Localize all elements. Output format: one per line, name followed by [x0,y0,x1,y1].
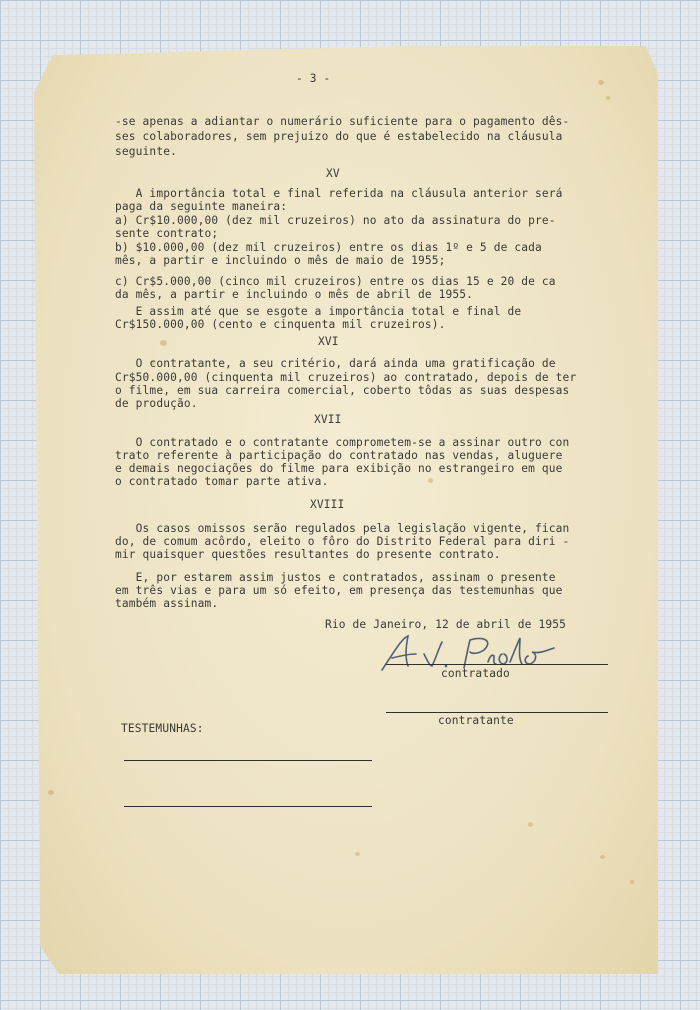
stain [630,880,634,884]
clause-heading-xviii: XVIII [310,498,345,511]
clause-heading-xv: XV [326,167,340,180]
text-line: mir quaisquer questões resultantes do presente contrato. [115,548,501,561]
text-line: O contratado e o contratante comprometem-se a assinar outro con [115,436,570,449]
signature-line-contratado [386,664,608,665]
document-page [34,46,658,974]
witnesses-label: TESTEMUNHAS: [121,722,204,735]
clause-heading-xvi: XVI [318,335,339,348]
text-line: E assim até que se esgote a importância total e final de [115,305,522,318]
text-line: paga da seguinte maneira: [115,200,288,213]
text-line: Cr$50.000,00 (cinquenta mil cruzeiros) ao contratado, depois de ter [115,371,577,384]
witness-line-1 [124,760,372,761]
text-line: b) $10.000,00 (dez mil cruzeiros) entre os dias 1º e 5 de cada [115,241,542,254]
text-line: e demais negociações do filme para exibição no estrangeiro em que [115,462,563,475]
text-line: em três vias e para um só efeito, em presença das testemunhas que [115,584,563,597]
text-line: mês, a partir e incluindo o mês de maio de 1955; [115,254,446,267]
stain [48,790,54,795]
text-line: c) Cr$5.000,00 (cinco mil cruzeiros) entre os dias 15 e 20 de ca [115,275,556,288]
text-line: Os casos omissos serão regulados pela legislação vigente, fican [115,522,570,535]
page-number: - 3 - [296,72,331,85]
stain [160,340,167,346]
text-line: O contratante, a seu critério, dará ainda uma gratificação de [115,357,556,370]
text-line: -se apenas a adiantar o numerário suficiente para o pagamento dês- [115,115,570,128]
text-line: A importância total e final referida na cláusula anterior será [115,187,563,200]
stain [606,96,610,100]
witness-line-2 [124,806,372,807]
signature-line-contratante [386,712,608,713]
text-line: também assinam. [115,597,219,610]
place-date: Rio de Janeiro, 12 de abril de 1955 [325,618,566,631]
text-line: de produção. [115,397,198,410]
text-line: o filme, em sua carreira comercial, coberto tôdas as suas despesas [115,384,570,397]
text-line: ses colaboradores, sem prejuizo do que é estabelecido na cláusula [115,130,563,143]
text-line: a) Cr$10.000,00 (dez mil cruzeiros) no ato da assinatura do pre- [115,214,556,227]
text-line: do, de comum acôrdo, eleito o fôro do Distrito Federal para diri - [115,535,570,548]
contratado-label: contratado [441,667,510,680]
text-line: E, por estarem assim justos e contratados, assinam o presente [115,571,556,584]
stain [600,855,605,859]
text-line: trato referente à participação do contratado nas vendas, aluguere [115,449,563,462]
stain [598,80,604,85]
clause-heading-xvii: XVII [314,413,342,426]
text-line: seguinte. [115,145,177,158]
stain [428,478,433,483]
text-line: sente contrato; [115,227,219,240]
text-line: Cr$150.000,00 (cento e cinquenta mil cruzeiros). [115,318,446,331]
text-line: o contratado tomar parte ativa. [115,475,329,488]
contratante-label: contratante [438,714,514,727]
stain [355,852,360,856]
stain [528,822,533,827]
text-line: da mês, a partir e incluindo o mês de abril de 1955. [115,288,474,301]
